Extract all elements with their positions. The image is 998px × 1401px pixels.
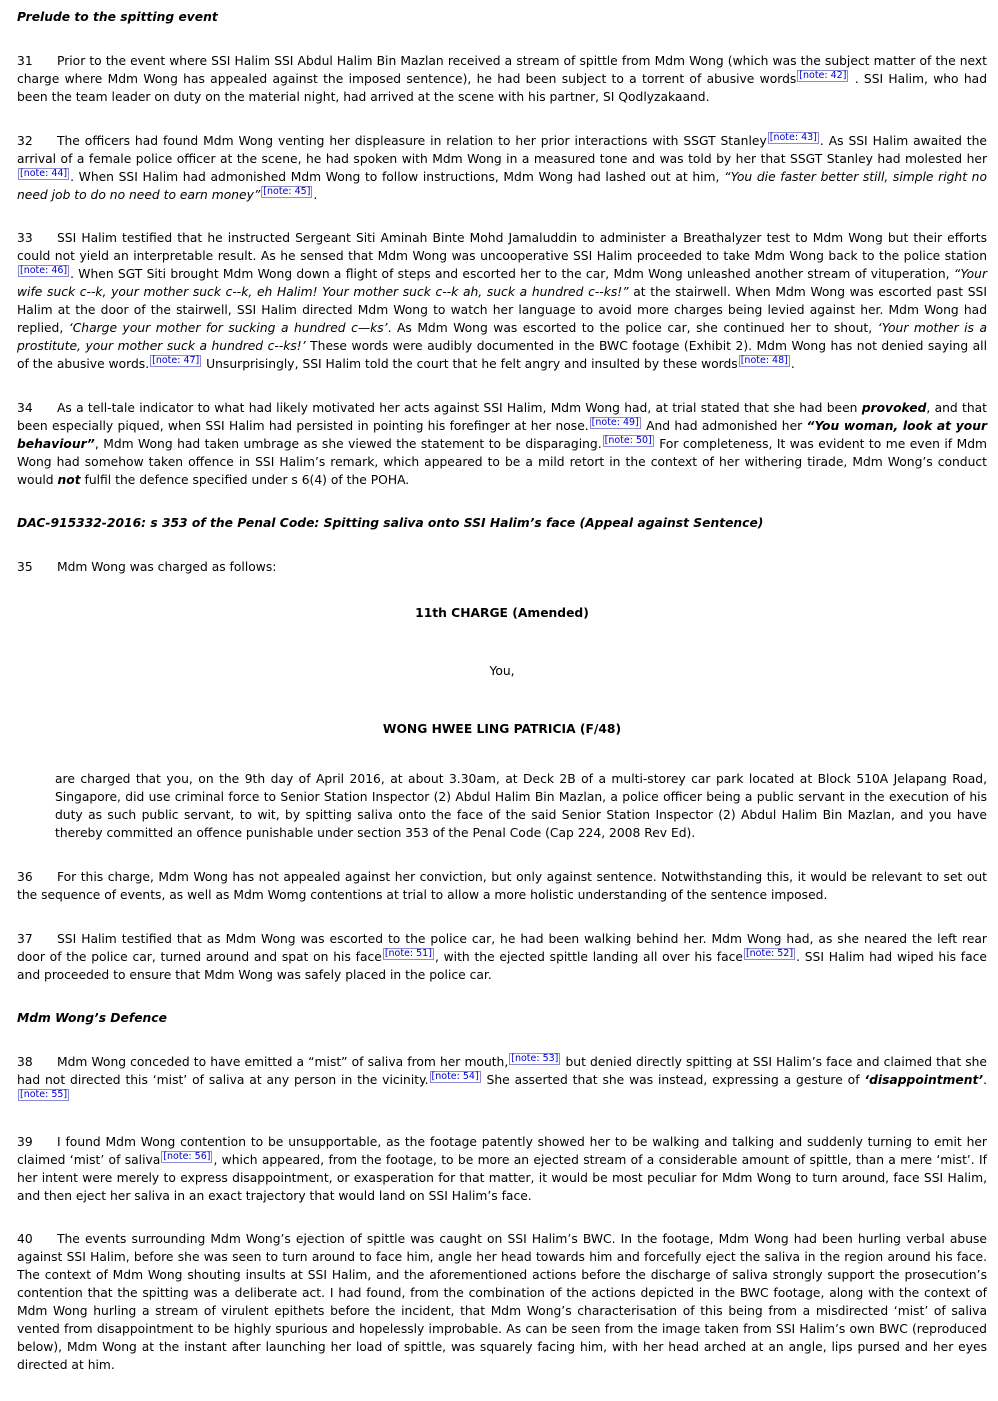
paragraph-text: .: [313, 187, 318, 202]
paragraph-text: As a tell-tale indicator to what had likely motivated her acts against SSI Halim, Mdm Wong had, at trial stated that she had been: [57, 400, 862, 415]
paragraph-text: , with the ejected spittle landing all over his face: [434, 949, 743, 964]
paragraph-text: .: [790, 357, 795, 371]
paragraph-33: [17, 229, 987, 373]
paragraph-text: . As Mdm Wong was escorted to the police car, she continued her to shout,: [387, 321, 878, 335]
paragraph-number: 35: [17, 560, 33, 574]
quoted-words: “Your wife suck c--k, your mother suck c--k, eh Halim! Your mother suck c--k ah, suck a hundred c--ks!”: [17, 267, 987, 299]
paragraph-text: Mdm Wong conceded to have emitted a “mist” of saliva from her mouth,: [57, 1055, 509, 1069]
paragraph-text: SSI Halim testified that as Mdm Wong was escorted to the police car, he had been walking behind her. Mdm Wong had, as she neared the left rear door of the police car, turned around and spat on his face: [17, 931, 987, 964]
paragraph-text: but denied directly spitting at SSI Halim’s face and claimed that she had not directed this ‘mist’ of saliva at any person in the vicinity.: [17, 1055, 987, 1087]
footnote-link-46[interactable]: [note: 46]: [20, 265, 68, 276]
footnote-link-53[interactable]: [note: 53]: [511, 1053, 559, 1064]
footnote-link-47[interactable]: [note: 47]: [152, 355, 200, 366]
footnote-link-52[interactable]: [note: 52]: [745, 947, 794, 959]
paragraph-text: I found Mdm Wong contention to be unsupportable, as the footage patently showed her to be walking and talking and suddenly turning to emit her claimed ‘mist’ of saliva: [17, 1134, 987, 1167]
footnote-link-43[interactable]: [note: 43]: [769, 131, 817, 143]
heading-dac-charge: DAC-915332-2016: s 353 of the Penal Code: Spitting saliva onto SSI Halim’s face (Appeal against Sentence): [17, 516, 764, 530]
charge-accused-name: WONG HWEE LING PATRICIA (F/48): [382, 722, 622, 736]
footnote-link-45[interactable]: [note: 45]: [263, 185, 311, 197]
charge-body: are charged that you, on the 9th day of April 2016, at about 3.30am, at Deck 2B of a multi-storey car park located at Block 510A Jelapang Road, Singapore, did use criminal force to Senior Station Inspector (2) Abdul Halim Bin Mazlan, a police officer being a public servant in the execution of his duty as such public servant, to wit, by spitting saliva onto the face of the said Senior Station Inspector (2) Abdul Halim Bin Mazlan, and you have thereby committed an offence punishable under section 353 of the Penal Code (Cap 224, 2008 Rev Ed).: [55, 772, 987, 840]
paragraph-number: 32: [17, 133, 33, 148]
paragraph-number: 38: [17, 1055, 33, 1069]
paragraph-number: 39: [17, 1134, 33, 1149]
footnote-link-54[interactable]: [note: 54]: [431, 1071, 479, 1082]
paragraph-text: Mdm Wong was charged as follows:: [57, 560, 277, 574]
paragraph-31: [17, 52, 987, 106]
paragraph-number: 36: [17, 870, 33, 884]
paragraph-number: 40: [17, 1232, 33, 1246]
emphasis-not: not: [57, 472, 81, 487]
quoted-words: “You die faster better still, simple right no need job to do no need to earn money”: [17, 169, 987, 202]
paragraph-text: . As SSI Halim awaited the arrival of a female police officer at the scene, he had spoken with Mdm Wong in a measured tone and was told by her that SSGT Stanley had molested her: [17, 133, 987, 166]
paragraph-text: . When SSI Halim had admonished Mdm Wong to follow instructions, Mdm Wong had lashed out at him,: [70, 169, 725, 184]
paragraph-number: 33: [17, 231, 33, 245]
footnote-link-48[interactable]: [note: 48]: [740, 355, 788, 366]
footnote-link-49[interactable]: [note: 49]: [591, 416, 639, 428]
paragraph-38: [17, 1053, 987, 1107]
footnote-link-42[interactable]: [note: 42]: [799, 70, 847, 81]
paragraph-32: [17, 132, 987, 204]
paragraph-number: 31: [17, 54, 33, 68]
heading-defence: Mdm Wong’s Defence: [17, 1011, 167, 1025]
charge-addressee: You,: [489, 664, 515, 678]
paragraph-text: Prior to the event where SSI Halim SSI Abdul Halim Bin Mazlan received a stream of spittle from Mdm Wong (which was the subject matter of the next charge where Mdm Wong has appealed against the imposed sentence), he had been subject to a torrent of abusive words: [17, 54, 987, 86]
paragraph-text: These words were audibly documented in the BWC footage (Exhibit 2). Mdm Wong has not denied saying all of the abusive words.: [17, 339, 988, 371]
paragraph-text: .: [983, 1073, 987, 1087]
paragraph-text: fulfil the defence specified under s 6(4) of the POHA.: [80, 472, 410, 487]
paragraph-text: . SSI Halim had wiped his face and proceeded to ensure that Mdm Wong was safely placed in the police car.: [17, 949, 987, 982]
paragraph-text: , Mdm Wong had taken umbrage as she viewed the statement to be disparaging.: [94, 436, 602, 451]
footnote-link-44[interactable]: [note: 44]: [20, 167, 68, 179]
paragraph-34: [17, 399, 987, 489]
paragraph-number: 37: [17, 931, 33, 946]
footnote-link-50[interactable]: [note: 50]: [604, 434, 652, 446]
paragraph-text: And had admonished her: [641, 418, 807, 433]
paragraph-text: , and that been especially piqued, when SSI Halim had persisted in pointing his forefinger at her nose.: [17, 400, 987, 433]
heading-prelude: Prelude to the spitting event: [17, 10, 218, 24]
paragraph-text: The events surrounding Mdm Wong’s ejection of spittle was caught on SSI Halim’s BWC. In the footage, Mdm Wong had been hurling verbal abuse against SSI Halim, before she was seen to turn around to face him, angle her head towards him and forcefully eject the saliva in the region around his face. The context of Mdm Wong shouting insults at SSI Halim, and the aforementioned actions before the discharge of saliva strongly support the prosecution’s contention that the spitting was a deliberate act. I had found, from the combination of the actions depicted in the BWC footage, along with the context of Mdm Wong hurling a stream of virulent epithets before the incident, that Mdm Wong’s characterisation of this being from a misdirected ‘mist’ of saliva vented from disappointment to be highly spurious and hopelessly improbable. As can be seen from the image taken from SSI Halim’s own BWC (reproduced below), Mdm Wong at the instant after launching her load of spittle, was squarely facing him, with her head arched at an angle, lips pursed and her eyes directed at him.: [17, 1232, 987, 1372]
paragraph-text: . SSI Halim, who had been the team leader on duty on the material night, had arrived at the scene with his partner, SI Qodlyzakaand.: [17, 72, 988, 104]
paragraph-text: . When SGT Siti brought Mdm Wong down a flight of steps and escorted her to the car, Mdm Wong unleashed another stream of vituperation,: [70, 267, 954, 281]
paragraph-36: [17, 868, 987, 904]
paragraph-text: She asserted that she was instead, expressing a gesture of: [481, 1073, 865, 1087]
paragraph-text: The officers had found Mdm Wong venting her displeasure in relation to her prior interactions with SSGT Stanley: [57, 133, 767, 148]
paragraph-text: SSI Halim testified that he instructed Sergeant Siti Aminah Binte Mohd Jamaluddin to administer a Breathalyzer test to Mdm Wong but their efforts could not yield an interpretable result. As he sensed that Mdm Wong was uncooperative SSI Halim proceeded to take Mdm Wong back to the police station: [17, 231, 987, 263]
paragraph-37: [17, 930, 987, 984]
emphasis-provoked: provoked: [861, 400, 927, 415]
quoted-words: ‘Your mother is a prostitute, your mother suck a hundred c--ks!’: [17, 321, 987, 353]
paragraph-text: Unsurprisingly, SSI Halim told the court that he felt angry and insulted by these words: [202, 357, 738, 371]
paragraph-40: [17, 1230, 987, 1374]
footnote-link-56[interactable]: [note: 56]: [163, 1150, 211, 1162]
emphasis-disappointment: ‘disappointment’: [864, 1073, 984, 1087]
paragraph-text: For this charge, Mdm Wong has not appealed against her conviction, but only against sentence. Notwithstanding this, it would be relevant to set out the sequence of events, as well as Mdm Womg contentions at trial to allow a more holistic understanding of the sentence imposed.: [17, 870, 987, 902]
paragraph-text: at the stairwell. When Mdm Wong was escorted past SSI Halim at the door of the stairwell, SSI Halim directed Mdm Wong to watch her language to avoid more charges being levied against her. Mdm Wong had replied,: [17, 285, 987, 335]
paragraph-35: [17, 558, 987, 576]
footnote-link-55[interactable]: [note: 55]: [20, 1089, 68, 1100]
paragraph-39: [17, 1133, 987, 1205]
quoted-words: ‘Charge your mother for sucking a hundred c—ks’: [68, 321, 388, 335]
charge-title: 11th CHARGE (Amended): [415, 606, 589, 620]
quoted-words: “You woman, look at your behaviour”: [17, 418, 988, 451]
paragraph-text: For completeness, It was evident to me even if Mdm Wong had somehow taken offence in SSI Halim’s remark, which appeared to be a mild retort in the context of her withering tirade, Mdm Wong’s conduct would: [17, 436, 987, 487]
paragraph-number: 34: [17, 400, 33, 415]
footnote-link-51[interactable]: [note: 51]: [384, 947, 432, 959]
paragraph-text: , which appeared, from the footage, to be more an ejected stream of a considerable amount of spittle, than a mere ‘mist’. If her intent were merely to express disappointment, or exasperation for that matter, it would be most peculiar for Mdm Wong to turn around, face SSI Halim, and then eject her saliva in an exact trajectory that would land on SSI Halim’s face.: [17, 1152, 987, 1203]
